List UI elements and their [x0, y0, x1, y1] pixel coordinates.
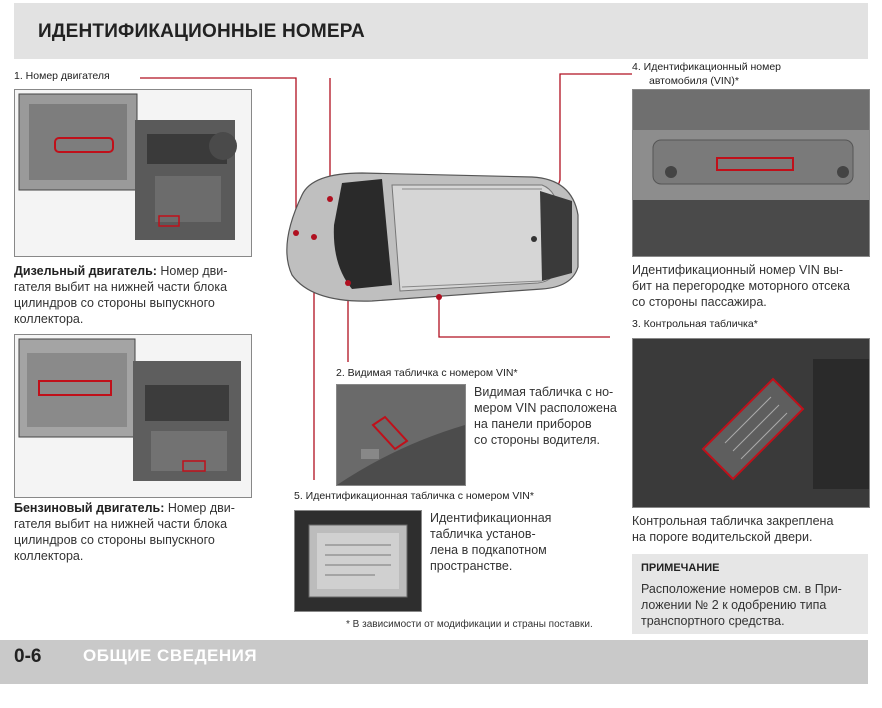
control-plate-description: Контрольная табличка закреплена на пороге водительской двери.	[632, 514, 834, 544]
engine-number-label: 1. Номер двигателя	[14, 70, 110, 82]
control-plate-label: 3. Контрольная табличка*	[632, 318, 758, 330]
petrol-engine-photo	[14, 334, 252, 498]
page-number: 0-6	[14, 646, 42, 667]
visible-vin-label: 2. Видимая табличка с номером VIN*	[336, 367, 518, 379]
footnote: * В зависимости от модификации и страны поставки.	[346, 619, 593, 630]
note-text: Расположение номеров см. в При- ложении № 2 к одобрению типа транспортного средства.	[641, 582, 842, 628]
visible-vin-description: Видимая табличка с но- мером VIN расположена на панели приборов со стороны водителя.	[474, 385, 617, 447]
section-title: ОБЩИЕ СВЕДЕНИЯ	[83, 646, 258, 665]
diesel-engine-photo	[14, 89, 252, 257]
vehicle-vin-photo	[632, 89, 870, 257]
vehicle-vin-description: Идентификационный номер VIN вы- бит на перегородке моторного отсека со стороны пассажира.	[632, 263, 850, 309]
petrol-engine-illustration	[15, 335, 251, 497]
dashboard-illustration	[337, 385, 465, 485]
page-title: ИДЕНТИФИКАЦИОННЫЕ НОМЕРА	[38, 21, 365, 42]
id-plate-description: Идентификационная табличка установ- лена в подкапотном пространстве.	[430, 511, 552, 573]
control-plate-photo	[632, 338, 870, 508]
id-plate-illustration	[295, 511, 421, 611]
vehicle-vin-label: 4. Идентификационный номер автомобиля (VIN)*	[632, 61, 782, 87]
firewall-illustration	[633, 90, 869, 256]
note-title: ПРИМЕЧАНИЕ	[641, 562, 720, 574]
visible-vin-photo	[336, 384, 466, 486]
door-sill-illustration	[633, 339, 869, 507]
id-plate-label: 5. Идентификационная табличка с номером VIN*	[294, 490, 534, 502]
diesel-engine-illustration	[15, 90, 251, 256]
car-illustration	[272, 155, 584, 315]
id-plate-photo	[294, 510, 422, 612]
diesel-description: Дизельный двигатель: Номер дви- гателя выбит на нижней части блока цилиндров со стороны выпускного коллектора.	[14, 264, 228, 326]
petrol-description: Бензиновый двигатель: Номер дви- гателя выбит на нижней части блока цилиндров со стороны выпускного коллектора.	[14, 501, 235, 563]
